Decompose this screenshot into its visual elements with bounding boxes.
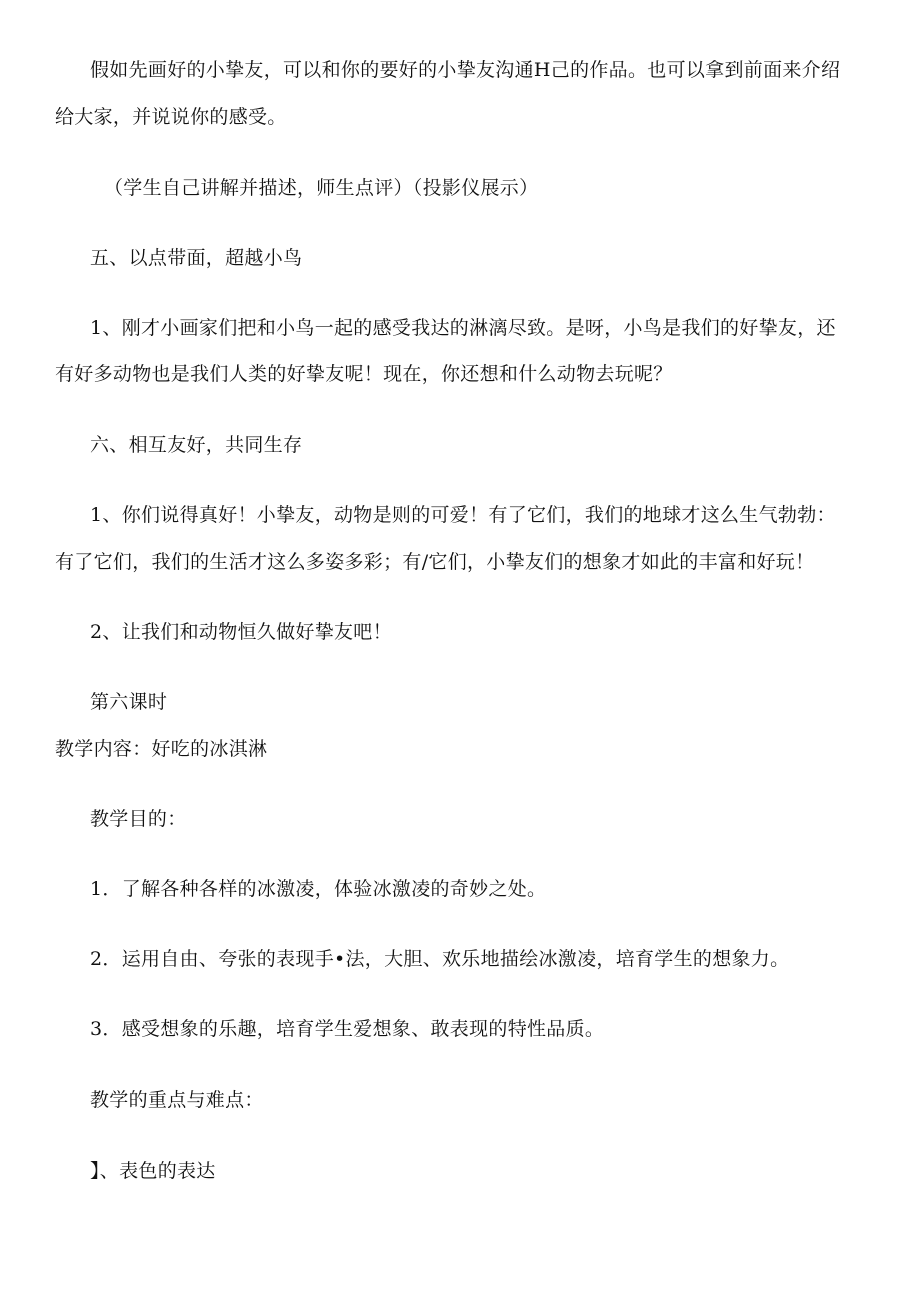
section-heading: 五、以点带面，超越小鸟	[90, 247, 303, 269]
paragraph-line: 给大家，并说说你的感受。	[55, 106, 287, 128]
section-heading: 教学目的：	[90, 808, 187, 830]
section-heading: 教学的重点与难点：	[90, 1089, 264, 1111]
list-item: 3．感受想象的乐趣，培育学生爱想象、敢表现的特性品质。	[90, 1018, 605, 1040]
paragraph-line: 1、你们说得真好！小挚友，动物是则的可爱！有了它们，我们的地球才这么生气勃勃：	[90, 504, 836, 526]
list-item: 1．了解各种各样的冰激凌，体验冰激凌的奇妙之处。	[90, 878, 547, 900]
teaching-content: 教学内容：好吃的冰淇淋	[55, 738, 268, 760]
paragraph-line: （学生自己讲解并描述，师生点评）（投影仪展示）	[104, 177, 539, 199]
section-heading: 六、相互友好，共同生存	[90, 434, 303, 456]
list-item: 】、表色的表达	[90, 1160, 216, 1182]
paragraph-line: 1、刚才小画家们把和小鸟一起的感受我达的淋漓尽致。是呀，小鸟是我们的好挚友，还	[90, 317, 836, 339]
paragraph-line: 假如先画好的小挚友，可以和你的要好的小挚友沟通H己的作品。也可以拿到前面来介绍	[90, 59, 841, 81]
lesson-title: 第六课时	[90, 691, 168, 713]
paragraph-line: 有好多动物也是我们人类的好挚友呢！现在，你还想和什么动物去玩呢？	[55, 363, 673, 385]
paragraph-line: 有了它们，我们的生活才这么多姿多彩；有/它们，小挚友们的想象才如此的丰富和好玩！	[55, 551, 815, 573]
list-item: 2．运用自由、夸张的表现手•法，大胆、欢乐地描绘冰激凌，培育学生的想象力。	[90, 948, 790, 970]
paragraph-line: 2、让我们和动物恒久做好挚友吧！	[90, 621, 392, 643]
